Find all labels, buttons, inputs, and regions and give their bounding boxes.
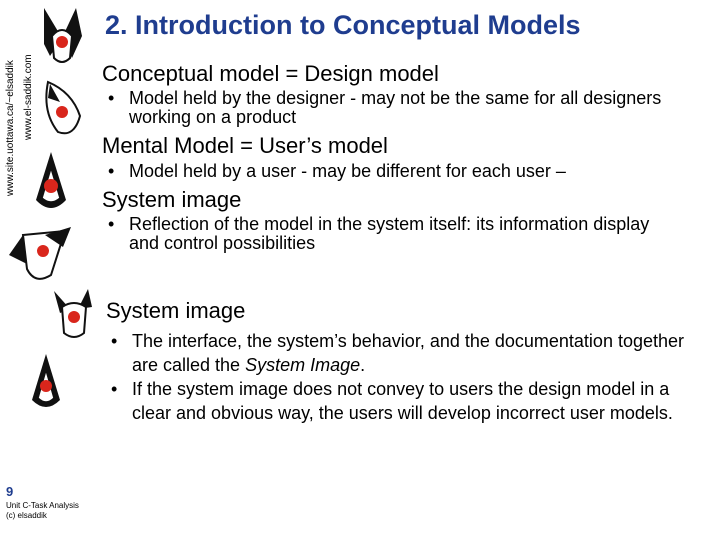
duke-mascot-icon — [26, 352, 66, 416]
bullet-item — [105, 89, 665, 127]
bullet-item — [108, 377, 698, 425]
heading-mental-model: Mental Model = User’s model — [102, 133, 388, 158]
bullet-icon: • — [108, 88, 115, 108]
sidebar-url-primary: www.site.uottawa.ca/~elsaddik — [5, 60, 16, 196]
duke-mascot-icon — [5, 225, 75, 289]
sidebar-url-secondary: www.el-saddik.com — [23, 54, 34, 140]
bullet-icon: • — [111, 331, 118, 351]
bullet-text: Model held by a user - may be different for each user – — [129, 161, 566, 181]
bullet-item — [105, 162, 665, 181]
page-number: 9 — [6, 484, 14, 499]
duke-mascot-icon — [26, 150, 76, 218]
bullet-item — [105, 215, 665, 253]
heading-system-image: System image — [102, 187, 242, 212]
page-title: 2. Introduction to Conceptual Models — [105, 10, 581, 40]
heading-system-image-2: System image — [106, 298, 246, 323]
bullet-text: If the system image does not convey to users the design model in a clear and obvious way, the users will develop incorrect user models. — [132, 379, 673, 423]
heading-conceptual-model: Conceptual model = Design model — [102, 61, 439, 86]
duke-mascot-icon — [38, 72, 88, 142]
footer — [6, 501, 79, 521]
bullet-text: Reflection of the model in the system itself: its information display and control possibilities — [129, 214, 650, 253]
footer-copyright: (c) elsaddik — [6, 511, 47, 520]
bullet-text-part: . — [360, 355, 366, 375]
duke-mascot-icon — [48, 285, 98, 345]
bullet-icon: • — [108, 161, 115, 181]
bullet-text: Model held by the designer - may not be the same for all designers working on a product — [129, 88, 662, 127]
bullet-icon: • — [108, 214, 115, 234]
system-image-emphasis: System Image — [245, 355, 361, 375]
bullet-text — [132, 329, 698, 377]
duke-mascot-icon — [32, 6, 88, 68]
bullet-text-part: The interface, the system’s behavior, and the documentation together are called the — [132, 331, 685, 375]
bullet-icon: • — [111, 379, 118, 399]
bullet-item — [108, 329, 698, 377]
footer-course: Unit C-Task Analysis — [6, 501, 79, 510]
